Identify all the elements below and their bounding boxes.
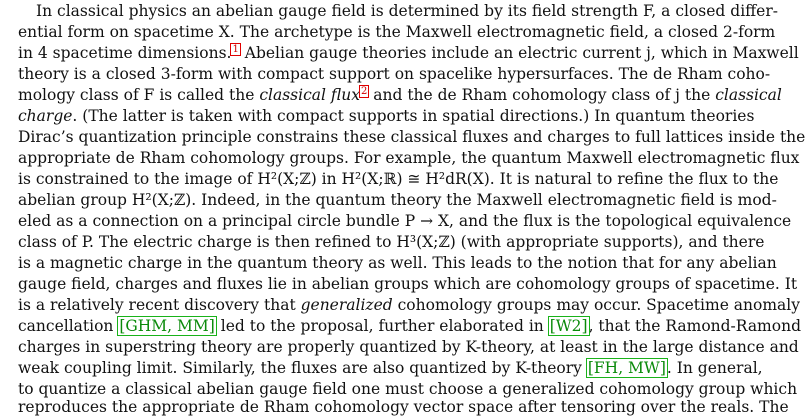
emphasis-text: classical — [715, 86, 782, 104]
text-line: abelian group H²(X;ℤ). Indeed, in the quantum theory the Maxwell electromagnetic field is mod- — [18, 191, 777, 209]
text-line — [18, 358, 763, 379]
text-line: is a magnetic charge in the quantum theory as well. This leads to the notion that for any abelian — [18, 254, 777, 272]
text-line: Dirac’s quantization principle constrains these classical fluxes and charges to full lattices inside the — [18, 128, 805, 146]
text-line: to quantize a classical abelian gauge field one must choose a generalized cohomology group which — [18, 380, 798, 398]
emphasis-text: classical flux — [259, 86, 360, 104]
footnote-link[interactable]: 1 — [232, 43, 239, 55]
text-line: is constrained to the image of H²(X;ℤ) in H²(X;ℝ) ≅ H²dR(X). It is natural to refine the flux to the — [18, 170, 779, 188]
text-line: In classical physics an abelian gauge field is determined by its field strength F, a closed differ- — [36, 2, 778, 20]
text-line: class of P. The electric charge is then refined to H³(X;ℤ) (with appropriate supports), and there — [18, 233, 765, 251]
text-span: weak coupling limit. Similarly, the fluxes are also quantized by K-theory — [18, 359, 587, 377]
text-span: . In general, — [666, 359, 763, 377]
emphasis-text: generalized — [300, 296, 393, 314]
text-span: in 4 spacetime dimensions. — [18, 44, 232, 62]
text-line: eled as a connection on a principal circle bundle P → X, and the flux is the topological equivalence — [18, 212, 792, 230]
text-span: is a relatively recent discovery that — [18, 296, 301, 314]
text-line: charges in superstring theory are properly quantized by K-theory, at least in the large distance and — [18, 338, 799, 356]
text-span: and the de Rham cohomology class of j the — [368, 86, 716, 104]
emphasis-text: charge — [18, 107, 73, 125]
text-span: cohomology groups may occur. Spacetime anomaly — [392, 296, 801, 314]
text-line: appropriate de Rham cohomology groups. For example, the quantum Maxwell electromagnetic flux — [18, 149, 800, 167]
text-span: led to the proposal, further elaborated in — [215, 317, 549, 335]
citation-link[interactable]: [FH, MW] — [587, 359, 666, 377]
text-line: theory is a closed 3-form with compact support on spacelike hypersurfaces. The de Rham coho- — [18, 65, 771, 83]
text-line — [18, 43, 799, 64]
text-span: . (The latter is taken with compact supports in spatial directions.) In quantum theories — [72, 107, 755, 125]
text-line: reproduces the appropriate de Rham cohomology vector space after tensoring over the reals. The — [18, 398, 789, 416]
text-span: cancellation — [18, 317, 119, 335]
text-span: , that the Ramond-Ramond — [588, 317, 801, 335]
text-line — [18, 316, 801, 337]
citation-link[interactable]: [GHM, MM] — [119, 317, 215, 335]
text-line — [18, 85, 782, 106]
footnote-link[interactable]: 2 — [360, 85, 368, 97]
citation-link[interactable]: [W2] — [549, 317, 588, 335]
text-line: gauge field, charges and fluxes lie in abelian groups which are cohomology groups of spacetime. It — [18, 275, 798, 293]
text-line — [18, 106, 755, 127]
text-line: ential form on spacetime X. The archetype is the Maxwell electromagnetic field, a closed 2-form — [18, 23, 776, 41]
text-span: Abelian gauge theories include an electric current j, which in Maxwell — [239, 44, 799, 62]
text-line — [18, 295, 801, 316]
text-span: mology class of F is called the — [18, 86, 260, 104]
